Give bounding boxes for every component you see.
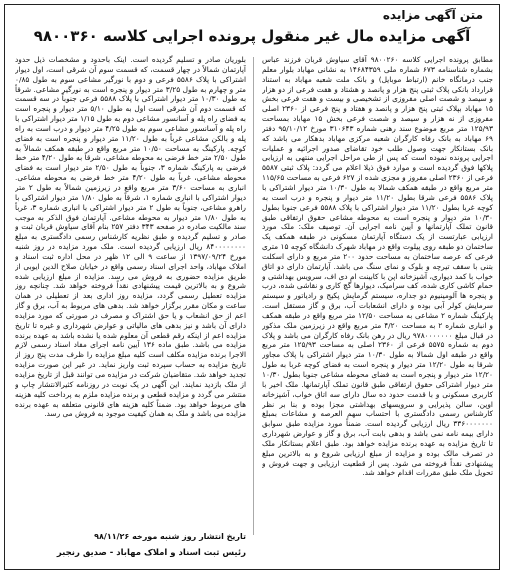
- signatory: رئیس ثبت اسناد و املاک مهاباد - صدیق رنجبر: [56, 548, 246, 558]
- publication-date: تاریخ انتشار روز شنبه مورخه ۹۸/۱۱/۲۶: [94, 532, 246, 541]
- notice-title: آگهی مزایده مال غیر منقول پرونده اجرایی کلاسه ۹۸۰۰۳۶۰: [33, 27, 471, 45]
- notice-header-tag: متن آگهی مزایده: [382, 8, 483, 22]
- notice-frame: [4, 4, 500, 570]
- notice-column-right: مطابق پرونده اجرایی کلاسه ۹۸۰۰۲۶۰ آقای سیاوش قربان فرزند عباس بشماره شناسنامه ۶۷۳ شماره ملی ۱۴۶۸۴۳۵۹ به نشانی مهاباد بلوار معلم جنب درمانگاه خانم (ارتباط موبایل) و بانک ملت شعبه مهاباد به استناد قرارداد بانکی پلاک ثبتی پنج هزار و پانصد و هشتاد و هفت فرعی از دو هزار و سیصد و شصت اصلی مفروزی از تشخیصی و بیست و هفت فرعی بخش ۱۵ مهاباد بپلاک ثبتی پنج هزار و پانصد و هفتاد و پنج فرعی از ۲۳۶۰ اصلی مفروزی از نه هزار و سیصد و شصت فرعی بخش ۱۵ مهاباد بمساحت ۱۲۵/۹۳ متر مربع موضوع سند رهنی شماره ۳۱۰۶۴۳ مورخ ۹۵/۱۰/۱۲ دفتر ۶۹ مهاباد به بانک رفاه کارگران شعبه مرکزی مهاباد بدهکار می باشد که بانک بستانکار جهت وصول طلب خود تقاضای صدور اجرائیه و عملیات اجرایی پرونده نموده است که پس از طی مراحل اجرایی منتهی به ارزیابی پلاکها فوق گردیده است و موارد فوق ذیلا اعلام می گردد: پلاک ثبتی ۵۵۸۷ فرعی از ۲۳۶۰ اصلی مفروز و مجزی شده از ۶۲۷ فرعی به مساحت ۱۱۵/۶۵ متر مربع واقع در طبقه همکف شمالا به طول ۱۰/۳۰ متر دیوار اشتراکی با پلاک ۵۵۸۶ فرعی شرقا بطول ۱۱/۲۰ متر دیوار و پنجره و درب است به کوچه غربا بطول ۱۱/۲۰ متر دیوار اشتراکی با پلاک ۵۵۸۸ فرعی جنوبا بطول ۱۰/۳۰ متر دیوار و پنجره است به محوطه مشاعی حقوق ارتفاقی طبق قانون تملک آپارتمانها و آیین نامه اجرایی آن. توصیف ملک: ملک مورد ارزیابی عبارتست از یک دستگاه آپارتمان مسکونی در طبقه همکف یک ساختمان دو طبقه روی پیلوت واقع در مهاباد شهرک دانشگاه کوچه ۱۵ متری فرعی که عرصه ساختمان به مساحت حدود ۲۰۰ متر مربع و دارای اسکلت بتنی با سقف تیرچه و بلوک و نمای سنگ می باشد. آپارتمان دارای دو اتاق خواب با کمد دیواری، آشپزخانه اپن با کابینت ام دی اف، سرویس بهداشتی و حمام کاشی کاری شده، کف سرامیک، دیوارها گچ کاری و نقاشی شده، درب و پنجره ها آلومینیوم دو جداره، سیستم گرمایش پکیج و رادیاتور و سیستم سرمایش کولر آبی بوده و دارای انشعابات آب، برق و گاز مستقل است. پارکینگ شماره ۲ مشاعی به مساحت ۱۲/۵۰ متر مربع واقع در طبقه همکف و انباری شماره ۲ به مساحت ۴/۲۰ متر مربع واقع در زیرزمین ملک مذکور در قبال مبلغ ۹۷۸۰۰۰۰۰۰۰ ریال در رهن بانک رفاه کارگران می باشد و پلاک دوم به شماره ۵۵۷۵ فرعی از ۲۳۶۰ اصلی به مساحت ۱۲۵/۹۳ متر مربع واقع در طبقه اول شمالا به طول ۱۰/۳۰ متر دیوار اشتراکی با پلاک مجاور شرقا به طول ۱۲/۲۰ متر دیوار و پنجره است به فضای کوچه غربا به طول ۱۲/۲۰ متر دیوار و پنجره است به فضای محوطه مشاعی جنوبا بطول ۱۰/۳۰ متر دیوار اشتراکی حقوق ارتفاقی طبق قانون تملک آپارتمانها. ملک اخیر با کاربری مسکونی و با قدمت حدود ده سال دارای سه اتاق خواب، آشپزخانه اوپن، سالن پذیرایی و سرویسهای بهداشتی مجزا بوده و بنا بر نظر کارشناس رسمی دادگستری با احتساب سهم العرصه و مشاعات بمبلغ ۳۳۶۰۰۰۰۰۰۰ ریال ارزیابی گردیده است. ضمناً مورد مزایده طبق سوابق دارای بیمه نامه نمی باشد و بدهی بابت آب، برق و گاز و عوارض شهرداری تا تاریخ مزایده به عهده برنده مزایده خواهد بود. طبق اعلام بستانکار ملک در تصرف مالک بوده و مزایده از مبلغ ارزیابی شروع و به بالاترین مبلغ پیشنهادی نقداً فروخته می شود. پس از قطعیت ارزیابی و جهت فروش و تحویل ملک طبق مقررات اقدام خواهد شد.: [262, 55, 493, 478]
- column-divider: [253, 57, 254, 535]
- notice-body: [15, 55, 493, 539]
- notice-column-left: بلوریان صادر و تسلیم گردیده است. اینک باحدود و مشخصات ذیل حدود آپارتمان شمالاً در چهار قسمت، که قسمت سوم آن شرقی است، اول دیوار اشتراکی با پلاک ۵۵۸۶ فرعی و دوم با نورگیر مشاعی سوم به طول ۰/۸۵ متر و چهارم به طول ۳/۲۵ متر دیوار و پنجره است به نورگیر مشاعی. شرقاً به طول ۱۰/۳۰ متر دیوار اشتراکی با پلاک ۵۵۸۸ فرعی جنوباً در سه قسمت که قسمت دوم آن شرقی است اول به طول ۵/۱۰ متر دیوار و پنجره است به فضای راه پله و آسانسور مشاعی دوم به طول ۱/۱۵ متر دیوار اشتراکی با راه پله و آسانسور مشاعی سوم به طول ۴/۲۵ متر دیوار و درب است به راه پله و بالکن مشاعی غرباً به طول ۱۱/۲۰ متر دیوار و پنجره است به فضای کوچه. پارکینگ به مساحت ۱۰/۵۰ متر مربع واقع در طبقه همکف شمالاً به طول ۲/۵۰ متر خط فرضی به محوطه مشاعی، شرقاً به طول ۴/۲۰ متر خط فرضی به پارکینگ شماره ۳، جنوباً به طول ۲/۵۰ متر دیوار است به فضای محوطه مشاعی، غرباً به طول ۴/۲۰ متر خط فرضی به محوطه مشاعی. انباری به مساحت ۳/۶۰ متر مربع واقع در زیرزمین شمالاً به طول ۲ متر دیوار اشتراکی با انباری شماره ۱، شرقاً به طول ۱/۸۰ متر دیوار اشتراکی با راهرو مشاعی، جنوباً به طول ۲ متر دیوار اشتراکی با انباری شماره ۳، غرباً به طول ۱/۸۰ متر دیوار به محوطه مشاعی. آپارتمان فوق الذکر به موجب سند مالکیت صادره در صفحه ۳۴۳ دفتر ۲۵۷ بنام آقای سیاوش قربان ثبت و صادر و تسلیم گردیده و طبق نظریه کارشناس رسمی دادگستری به مبلغ ۸۴۰۰۰۰۰۰۰۰ ریال ارزیابی گردیده است. ملک مورد مزایده در روز شنبه مورخ ۱۳۹۷/۰۹/۲۴ از ساعت ۹ الی ۱۲ ظهر در محل اداره ثبت اسناد و املاک مهاباد، واحد اجرای اسناد رسمی واقع در خیابان صلاح الدین ایوبی از طریق مزایده حضوری به فروش می رسد. مزایده از مبلغ ارزیابی شده شروع و به بالاترین قیمت پیشنهادی نقداً فروخته خواهد شد. چنانچه روز مزایده تعطیل رسمی گردد، مزایده روز اداری بعد از تعطیلی در همان ساعت و مکان مقرر برگزار خواهد شد. بدهی های مربوط به آب، برق و گاز اعم از حق انشعاب و یا حق اشتراک و مصرف در صورتی که مورد مزایده دارای آن باشد و نیز بدهی های مالیاتی و عوارض شهرداری و غیره تا تاریخ مزایده اعم از اینکه رقم قطعی آن معلوم شده یا نشده باشد به عهده برنده مزایده می باشد. طبق ماده ۱۳۶ آیین نامه اجرای مفاد اسناد رسمی لازم الاجرا برنده مزایده مکلف است کلیه مبلغ مزایده را ظرف مدت پنج روز از تاریخ مزایده به حساب سپرده ثبت واریز نماید. در غیر این صورت مزایده تجدید خواهد شد. متقاضیان شرکت در مزایده می توانند قبل از تاریخ مزایده از ملک بازدید نمایند. این آگهی در یک نوبت در روزنامه کثیرالانتشار چاپ و منتشر می گردد و مزایده قطعی و برنده مزایده ملزم به پرداخت کلیه هزینه های مربوط خواهد بود. ضمناً کلیه هزینه های قانونی متعلقه به عهده برنده مزایده می باشد و ملک به همان کیفیت موجود به فروش می رسد.: [15, 55, 246, 419]
